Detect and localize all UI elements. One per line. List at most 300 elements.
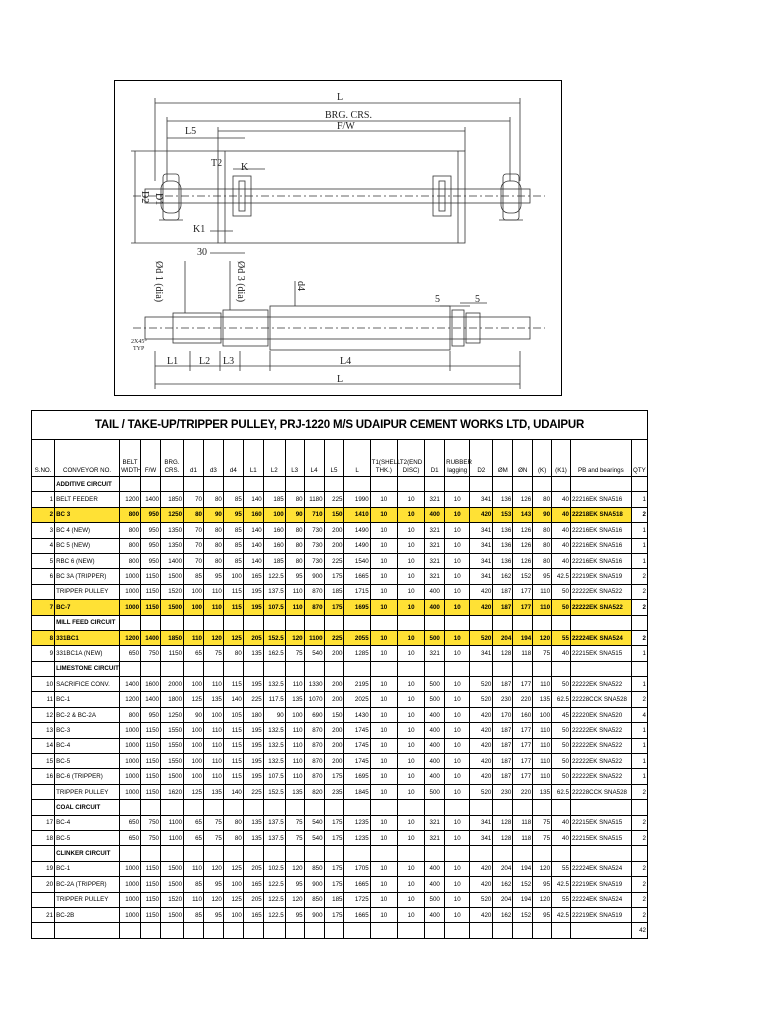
value-cell: 100 xyxy=(203,707,223,722)
value-cell: 800 xyxy=(120,523,141,538)
table-row xyxy=(32,646,648,661)
value-cell: 1400 xyxy=(160,553,183,568)
value-cell: 1150 xyxy=(160,646,183,661)
value-cell: 10 xyxy=(370,861,397,876)
bearing-cell: 22219EK SNA519 xyxy=(570,907,631,922)
value-cell: 136 xyxy=(493,492,513,507)
value-cell: 1200 xyxy=(120,692,141,707)
empty-cell xyxy=(184,661,204,676)
value-cell: 341 xyxy=(470,553,493,568)
value-cell: 175 xyxy=(324,815,344,830)
value-cell: 420 xyxy=(470,769,493,784)
column-header: F/W xyxy=(141,440,161,477)
empty-cell xyxy=(203,846,223,861)
dim-l2: L2 xyxy=(199,356,211,367)
value-cell: 143 xyxy=(513,507,533,522)
empty-cell xyxy=(445,477,470,492)
empty-cell xyxy=(344,615,370,630)
value-cell: 500 xyxy=(425,677,445,692)
value-cell: 10 xyxy=(397,877,424,892)
conveyor-cell: BC-2A (TRIPPER) xyxy=(55,877,120,892)
section-label: ADDITIVE CIRCUIT xyxy=(55,477,120,492)
value-cell: 110 xyxy=(184,892,204,907)
value-cell: 10 xyxy=(370,907,397,922)
value-cell xyxy=(552,923,571,938)
conveyor-cell: BC-2B xyxy=(55,907,120,922)
sno-cell: 1 xyxy=(32,492,55,507)
value-cell: 420 xyxy=(470,507,493,522)
value-cell: 1150 xyxy=(141,769,161,784)
empty-cell xyxy=(120,615,141,630)
value-cell: 135 xyxy=(243,830,263,845)
qty-cell: 2 xyxy=(631,584,647,599)
empty-cell xyxy=(533,615,552,630)
empty-cell xyxy=(324,661,344,676)
empty-cell xyxy=(631,615,647,630)
value-cell: 95 xyxy=(203,907,223,922)
value-cell: 321 xyxy=(425,492,445,507)
table-row xyxy=(32,892,648,907)
value-cell: 120 xyxy=(533,892,552,907)
value-cell: 420 xyxy=(470,738,493,753)
value-cell: 205 xyxy=(243,861,263,876)
value-cell: 850 xyxy=(304,892,324,907)
value-cell: 10 xyxy=(370,569,397,584)
value-cell: 110 xyxy=(285,677,304,692)
qty-cell: 2 xyxy=(631,692,647,707)
value-cell: 500 xyxy=(425,692,445,707)
column-header: (K) xyxy=(533,440,552,477)
value-cell: 1500 xyxy=(160,907,183,922)
sno-cell: 17 xyxy=(32,815,55,830)
value-cell: 1400 xyxy=(120,677,141,692)
value-cell: 70 xyxy=(184,492,204,507)
value-cell: 100 xyxy=(184,769,204,784)
qty-cell: 1 xyxy=(631,738,647,753)
value-cell: 187 xyxy=(493,723,513,738)
table-row xyxy=(32,830,648,845)
value-cell: 55 xyxy=(552,892,571,907)
qty-cell: 1 xyxy=(631,677,647,692)
value-cell: 100 xyxy=(223,907,243,922)
value-cell: 1250 xyxy=(160,707,183,722)
value-cell: 1285 xyxy=(344,646,370,661)
sno-cell: 21 xyxy=(32,907,55,922)
value-cell: 100 xyxy=(184,600,204,615)
empty-cell xyxy=(141,615,161,630)
empty-cell xyxy=(631,477,647,492)
dim-5a: 5 xyxy=(435,294,440,305)
pulley-spec-table-wrap xyxy=(31,410,648,956)
column-header: ØM xyxy=(493,440,513,477)
value-cell: 870 xyxy=(304,600,324,615)
empty-cell xyxy=(370,661,397,676)
value-cell: 400 xyxy=(425,877,445,892)
value-cell: 128 xyxy=(493,646,513,661)
value-cell: 2195 xyxy=(344,677,370,692)
value-cell: 85 xyxy=(223,538,243,553)
value-cell: 1490 xyxy=(344,538,370,553)
dim-l3: L3 xyxy=(223,356,235,367)
value-cell: 10 xyxy=(445,877,470,892)
value-cell: 750 xyxy=(141,830,161,845)
value-cell: 175 xyxy=(324,600,344,615)
value-cell: 115 xyxy=(223,769,243,784)
empty-cell xyxy=(223,615,243,630)
conveyor-cell: BELT FEEDER xyxy=(55,492,120,507)
value-cell: 1250 xyxy=(160,507,183,522)
empty-cell xyxy=(552,661,571,676)
value-cell: 115 xyxy=(223,723,243,738)
qty-cell: 2 xyxy=(631,861,647,876)
value-cell: 115 xyxy=(223,584,243,599)
value-cell: 62.5 xyxy=(552,692,571,707)
value-cell: 710 xyxy=(304,507,324,522)
empty-cell xyxy=(370,846,397,861)
empty-cell xyxy=(160,661,183,676)
column-header: RUBBER lagging xyxy=(445,440,470,477)
value-cell: 10 xyxy=(397,569,424,584)
value-cell: 400 xyxy=(425,723,445,738)
value-cell: 110 xyxy=(533,723,552,738)
value-cell: 1000 xyxy=(120,784,141,799)
empty-cell xyxy=(141,846,161,861)
value-cell xyxy=(344,923,370,938)
value-cell: 110 xyxy=(533,769,552,784)
value-cell: 1330 xyxy=(304,677,324,692)
section-row xyxy=(32,846,648,861)
dim-l4: L4 xyxy=(340,356,352,367)
value-cell: 400 xyxy=(425,769,445,784)
value-cell: 1000 xyxy=(120,861,141,876)
column-header: L2 xyxy=(263,440,285,477)
dim-d1-dia: Ød 1 (dia) xyxy=(153,261,164,303)
value-cell: 195 xyxy=(243,600,263,615)
value-cell: 40 xyxy=(552,646,571,661)
value-cell: 650 xyxy=(120,646,141,661)
value-cell: 102.5 xyxy=(263,861,285,876)
section-label: MILL FEED CIRCUIT xyxy=(55,615,120,630)
value-cell: 128 xyxy=(493,815,513,830)
value-cell: 50 xyxy=(552,738,571,753)
empty-cell xyxy=(570,800,631,815)
column-header: T1(SHELL THK.) xyxy=(370,440,397,477)
value-cell: 1400 xyxy=(141,630,161,645)
table-row xyxy=(32,815,648,830)
value-cell: 235 xyxy=(324,784,344,799)
empty-cell xyxy=(120,846,141,861)
table-row xyxy=(32,707,648,722)
empty-cell xyxy=(184,800,204,815)
value-cell: 10 xyxy=(397,723,424,738)
value-cell: 165 xyxy=(243,907,263,922)
value-cell: 140 xyxy=(223,692,243,707)
dim-30: 30 xyxy=(197,247,207,258)
empty-cell xyxy=(570,846,631,861)
value-cell: 225 xyxy=(243,692,263,707)
sno-cell: 5 xyxy=(32,553,55,568)
empty-cell xyxy=(304,615,324,630)
value-cell: 1500 xyxy=(160,861,183,876)
value-cell: 1745 xyxy=(344,738,370,753)
value-cell: 10 xyxy=(370,646,397,661)
sno-cell: 6 xyxy=(32,569,55,584)
value-cell: 75 xyxy=(533,646,552,661)
value-cell: 95 xyxy=(533,907,552,922)
value-cell: 10 xyxy=(445,600,470,615)
value-cell: 1150 xyxy=(141,600,161,615)
value-cell: 10 xyxy=(370,553,397,568)
value-cell: 10 xyxy=(397,692,424,707)
value-cell: 95 xyxy=(285,877,304,892)
value-cell: 50 xyxy=(552,600,571,615)
value-cell: 122.5 xyxy=(263,569,285,584)
conveyor-cell xyxy=(55,923,120,938)
dim-l-top: L xyxy=(337,92,344,103)
value-cell: 187 xyxy=(493,754,513,769)
column-header: ØN xyxy=(513,440,533,477)
value-cell: 900 xyxy=(304,907,324,922)
value-cell: 194 xyxy=(513,892,533,907)
value-cell: 1725 xyxy=(344,892,370,907)
value-cell: 420 xyxy=(470,707,493,722)
bearing-cell: 22222EK SNA522 xyxy=(570,677,631,692)
value-cell: 100 xyxy=(263,507,285,522)
value-cell: 1150 xyxy=(141,784,161,799)
value-cell: 10 xyxy=(397,538,424,553)
value-cell: 80 xyxy=(285,492,304,507)
empty-cell xyxy=(344,477,370,492)
value-cell: 120 xyxy=(285,892,304,907)
section-row xyxy=(32,800,648,815)
bearing-cell: 22216EK SNA516 xyxy=(570,553,631,568)
empty-cell xyxy=(533,477,552,492)
value-cell: 10 xyxy=(445,630,470,645)
value-cell: 162 xyxy=(493,877,513,892)
value-cell: 2000 xyxy=(160,677,183,692)
dim-k: K xyxy=(241,162,249,173)
value-cell: 1000 xyxy=(120,584,141,599)
value-cell xyxy=(425,923,445,938)
qty-cell: 1 xyxy=(631,769,647,784)
empty-cell xyxy=(285,477,304,492)
sno-cell: 13 xyxy=(32,723,55,738)
value-cell: 120 xyxy=(203,892,223,907)
value-cell: 341 xyxy=(470,569,493,584)
value-cell: 10 xyxy=(370,784,397,799)
value-cell: 540 xyxy=(304,830,324,845)
value-cell: 1695 xyxy=(344,769,370,784)
table-row xyxy=(32,861,648,876)
qty-cell: 2 xyxy=(631,892,647,907)
bearing-cell: 22219EK SNA519 xyxy=(570,877,631,892)
value-cell: 10 xyxy=(445,830,470,845)
table-row xyxy=(32,754,648,769)
qty-cell: 2 xyxy=(631,784,647,799)
value-cell: 10 xyxy=(445,538,470,553)
value-cell: 1600 xyxy=(141,677,161,692)
value-cell: 185 xyxy=(263,492,285,507)
empty-cell xyxy=(493,477,513,492)
value-cell: 10 xyxy=(370,600,397,615)
value-cell: 110 xyxy=(203,769,223,784)
value-cell: 850 xyxy=(304,861,324,876)
value-cell: 204 xyxy=(493,630,513,645)
value-cell: 110 xyxy=(285,600,304,615)
empty-cell xyxy=(631,661,647,676)
value-cell: 120 xyxy=(203,630,223,645)
value-cell: 1430 xyxy=(344,707,370,722)
value-cell: 126 xyxy=(513,538,533,553)
value-cell: 194 xyxy=(513,861,533,876)
value-cell: 1520 xyxy=(160,584,183,599)
value-cell: 420 xyxy=(470,907,493,922)
bearing-cell: 22216EK SNA516 xyxy=(570,523,631,538)
value-cell: 520 xyxy=(470,784,493,799)
value-cell: 1150 xyxy=(141,738,161,753)
conveyor-cell: BC 4 (NEW) xyxy=(55,523,120,538)
value-cell: 152.5 xyxy=(263,784,285,799)
value-cell: 85 xyxy=(184,569,204,584)
empty-cell xyxy=(243,477,263,492)
value-cell: 800 xyxy=(120,538,141,553)
value-cell xyxy=(223,923,243,938)
value-cell: 10 xyxy=(445,723,470,738)
value-cell: 10 xyxy=(397,523,424,538)
value-cell: 1665 xyxy=(344,569,370,584)
value-cell: 800 xyxy=(120,507,141,522)
value-cell: 110 xyxy=(203,738,223,753)
value-cell: 90 xyxy=(184,707,204,722)
value-cell: 50 xyxy=(552,677,571,692)
bearing-cell: 22216EK SNA516 xyxy=(570,492,631,507)
empty-cell xyxy=(445,800,470,815)
empty-cell xyxy=(263,477,285,492)
value-cell xyxy=(120,923,141,938)
value-cell: 10 xyxy=(397,707,424,722)
value-cell: 10 xyxy=(370,769,397,784)
value-cell: 120 xyxy=(533,630,552,645)
bearing-cell: 22228CCK SNA528 xyxy=(570,784,631,799)
value-cell: 800 xyxy=(120,707,141,722)
value-cell: 177 xyxy=(513,754,533,769)
value-cell: 115 xyxy=(223,754,243,769)
empty-cell xyxy=(552,800,571,815)
value-cell: 10 xyxy=(445,815,470,830)
value-cell xyxy=(324,923,344,938)
empty-cell xyxy=(243,800,263,815)
value-cell: 205 xyxy=(243,630,263,645)
empty-cell xyxy=(263,800,285,815)
value-cell xyxy=(397,923,424,938)
empty-cell xyxy=(493,846,513,861)
bearing-cell xyxy=(570,923,631,938)
empty-cell xyxy=(304,846,324,861)
value-cell: 520 xyxy=(470,892,493,907)
qty-cell: 2 xyxy=(631,600,647,615)
sno-cell: 14 xyxy=(32,738,55,753)
value-cell: 140 xyxy=(243,553,263,568)
value-cell: 540 xyxy=(304,646,324,661)
value-cell: 177 xyxy=(513,677,533,692)
qty-cell: 1 xyxy=(631,538,647,553)
value-cell: 90 xyxy=(203,507,223,522)
dim-d2: D2 xyxy=(139,191,150,204)
value-cell xyxy=(304,923,324,938)
sno-cell: 2 xyxy=(32,507,55,522)
bearing-cell: 22222EK SNA522 xyxy=(570,600,631,615)
value-cell: 321 xyxy=(425,538,445,553)
value-cell: 100 xyxy=(184,584,204,599)
value-cell: 1200 xyxy=(120,492,141,507)
value-cell: 10 xyxy=(445,584,470,599)
value-cell: 110 xyxy=(203,584,223,599)
dim-chamfer: 2X45° xyxy=(131,339,147,345)
empty-cell xyxy=(304,477,324,492)
value-cell: 75 xyxy=(203,646,223,661)
value-cell: 180 xyxy=(243,707,263,722)
value-cell: 1400 xyxy=(141,492,161,507)
value-cell: 10 xyxy=(445,707,470,722)
value-cell: 40 xyxy=(552,553,571,568)
value-cell: 65 xyxy=(184,646,204,661)
empty-cell xyxy=(445,846,470,861)
empty-cell xyxy=(120,661,141,676)
value-cell: 400 xyxy=(425,738,445,753)
empty-cell xyxy=(141,477,161,492)
value-cell: 110 xyxy=(285,738,304,753)
value-cell: 204 xyxy=(493,861,513,876)
value-cell: 1490 xyxy=(344,523,370,538)
value-cell: 122.5 xyxy=(263,907,285,922)
sno-cell: 11 xyxy=(32,692,55,707)
value-cell: 135 xyxy=(203,692,223,707)
sno-cell: 10 xyxy=(32,677,55,692)
sno-cell: 12 xyxy=(32,707,55,722)
value-cell: 540 xyxy=(304,815,324,830)
empty-cell xyxy=(370,477,397,492)
conveyor-cell: RBC 6 (NEW) xyxy=(55,553,120,568)
value-cell: 80 xyxy=(533,492,552,507)
section-row xyxy=(32,661,648,676)
value-cell: 950 xyxy=(141,707,161,722)
qty-cell: 1 xyxy=(631,646,647,661)
value-cell: 10 xyxy=(445,507,470,522)
value-cell: 162 xyxy=(493,907,513,922)
value-cell xyxy=(285,923,304,938)
value-cell: 10 xyxy=(370,677,397,692)
bearing-cell: 22220EK SNA520 xyxy=(570,707,631,722)
qty-cell: 1 xyxy=(631,754,647,769)
value-cell: 136 xyxy=(493,553,513,568)
conveyor-cell: BC-2 & BC-2A xyxy=(55,707,120,722)
empty-cell xyxy=(397,615,424,630)
conveyor-cell: BC-1 xyxy=(55,692,120,707)
section-row xyxy=(32,615,648,630)
table-row xyxy=(32,507,648,522)
value-cell: 95 xyxy=(533,569,552,584)
bearing-cell: 22224EK SNA524 xyxy=(570,861,631,876)
value-cell: 110 xyxy=(203,677,223,692)
column-header: D2 xyxy=(470,440,493,477)
value-cell: 10 xyxy=(445,492,470,507)
value-cell: 750 xyxy=(141,646,161,661)
value-cell: 137.5 xyxy=(263,584,285,599)
value-cell: 110 xyxy=(184,630,204,645)
qty-cell: 2 xyxy=(631,907,647,922)
value-cell: 200 xyxy=(324,754,344,769)
value-cell: 10 xyxy=(397,754,424,769)
